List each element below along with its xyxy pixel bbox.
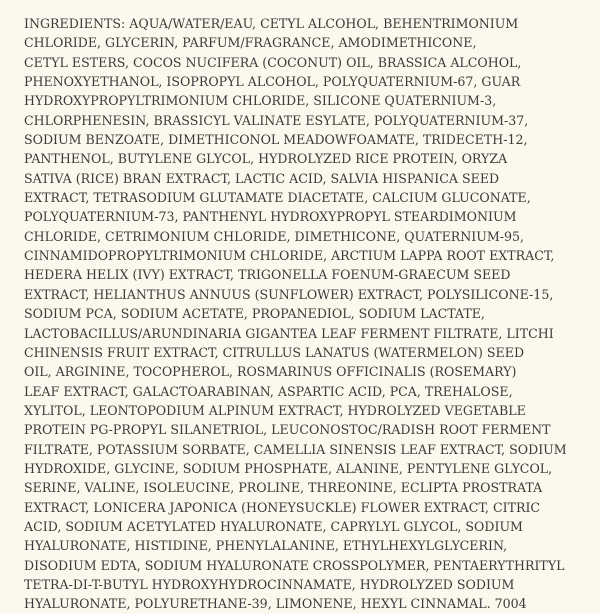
ingredients-line: PROTEIN PG-PROPYL SILANETRIOL, LEUCONOSTOC/RADISH ROOT FERMENT bbox=[24, 422, 551, 438]
ingredients-line: ACID, SODIUM ACETYLATED HYALURONATE, CAPRYLYL GLYCOL, SODIUM bbox=[24, 518, 523, 534]
ingredients-line: SODIUM BENZOATE, DIMETHICONOL MEADOWFOAMATE, TRIDECETH-12, bbox=[24, 132, 528, 148]
ingredients-line: EXTRACT, HELIANTHUS ANNUUS (SUNFLOWER) EXTRACT, POLYSILICONE-15, bbox=[24, 286, 554, 302]
ingredients-line: OIL, ARGININE, TOCOPHEROL, ROSMARINUS OFFICINALIS (ROSEMARY) bbox=[24, 364, 517, 380]
ingredients-line: HYDROXYPROPYLTRIMONIUM CHLORIDE, SILICONE QUATERNIUM-3, bbox=[24, 93, 497, 109]
ingredients-line: SERINE, VALINE, ISOLEUCINE, PROLINE, THREONINE, ECLIPTA PROSTRATA bbox=[24, 480, 543, 496]
ingredients-text bbox=[24, 14, 584, 614]
ingredients-line: SATIVA (RICE) BRAN EXTRACT, LACTIC ACID, SALVIA HISPANICA SEED bbox=[24, 170, 500, 186]
ingredients-line: HYDROXIDE, GLYCINE, SODIUM PHOSPHATE, ALANINE, PENTYLENE GLYCOL, bbox=[24, 460, 553, 476]
ingredients-line: CHINENSIS FRUIT EXTRACT, CITRULLUS LANATUS (WATERMELON) SEED bbox=[24, 344, 525, 360]
ingredients-line: LACTOBACILLUS/ARUNDINARIA GIGANTEA LEAF FERMENT FILTRATE, LITCHI bbox=[24, 325, 554, 341]
ingredients-line: HEDERA HELIX (IVY) EXTRACT, TRIGONELLA FOENUM-GRAECUM SEED bbox=[24, 267, 511, 283]
ingredients-line: CHLORIDE, GLYCERIN, PARFUM/FRAGRANCE, AMODIMETHICONE, bbox=[24, 35, 477, 51]
ingredients-line: FILTRATE, POTASSIUM SORBATE, CAMELLIA SINENSIS LEAF EXTRACT, SODIUM bbox=[24, 441, 567, 457]
ingredients-line: CINNAMIDOPROPYLTRIMONIUM CHLORIDE, ARCTIUM LAPPA ROOT EXTRACT, bbox=[24, 248, 555, 264]
ingredients-line: EXTRACT, TETRASODIUM GLUTAMATE DIACETATE, CALCIUM GLUCONATE, bbox=[24, 190, 531, 206]
ingredients-line: TETRA-DI-T-BUTYL HYDROXYHYDROCINNAMATE, HYDROLYZED SODIUM bbox=[24, 576, 515, 592]
ingredients-line: PANTHENOL, BUTYLENE GLYCOL, HYDROLYZED RICE PROTEIN, ORYZA bbox=[24, 151, 508, 167]
ingredients-line: EXTRACT, LONICERA JAPONICA (HONEYSUCKLE) FLOWER EXTRACT, CITRIC bbox=[24, 499, 541, 515]
ingredients-line: LEAF EXTRACT, GALACTOARABINAN, ASPARTIC ACID, PCA, TREHALOSE, bbox=[24, 383, 513, 399]
ingredients-line: CHLORPHENESIN, BRASSICYL VALINATE ESYLATE, POLYQUATERNIUM-37, bbox=[24, 112, 529, 128]
ingredients-line: CETYL ESTERS, COCOS NUCIFERA (COCONUT) OIL, BRASSICA ALCOHOL, bbox=[24, 54, 522, 70]
ingredients-line: DISODIUM EDTA, SODIUM HYALURONATE CROSSPOLYMER, PENTAERYTHRITYL bbox=[24, 557, 565, 573]
ingredients-line: POLYQUATERNIUM-73, PANTHENYL HYDROXYPROPYL STEARDIMONIUM bbox=[24, 209, 517, 225]
ingredients-line: SODIUM PCA, SODIUM ACETATE, PROPANEDIOL, SODIUM LACTATE, bbox=[24, 306, 485, 322]
ingredients-line: HYALURONATE, HISTIDINE, PHENYLALANINE, ETHYLHEXYLGLYCERIN, bbox=[24, 538, 508, 554]
ingredients-line: INGREDIENTS: AQUA/WATER/EAU, CETYL ALCOHOL, BEHENTRIMONIUM bbox=[24, 16, 519, 31]
ingredients-line: XYLITOL, LEONTOPODIUM ALPINUM EXTRACT, HYDROLYZED VEGETABLE bbox=[24, 402, 526, 418]
ingredients-line: CHLORIDE, CETRIMONIUM CHLORIDE, DIMETHICONE, QUATERNIUM-95, bbox=[24, 228, 525, 244]
ingredients-line: HYALURONATE, POLYURETHANE-39, LIMONENE, HEXYL CINNAMAL. 7004 bbox=[24, 596, 527, 612]
ingredients-line: PHENOXYETHANOL, ISOPROPYL ALCOHOL, POLYQUATERNIUM-67, GUAR bbox=[24, 74, 521, 90]
